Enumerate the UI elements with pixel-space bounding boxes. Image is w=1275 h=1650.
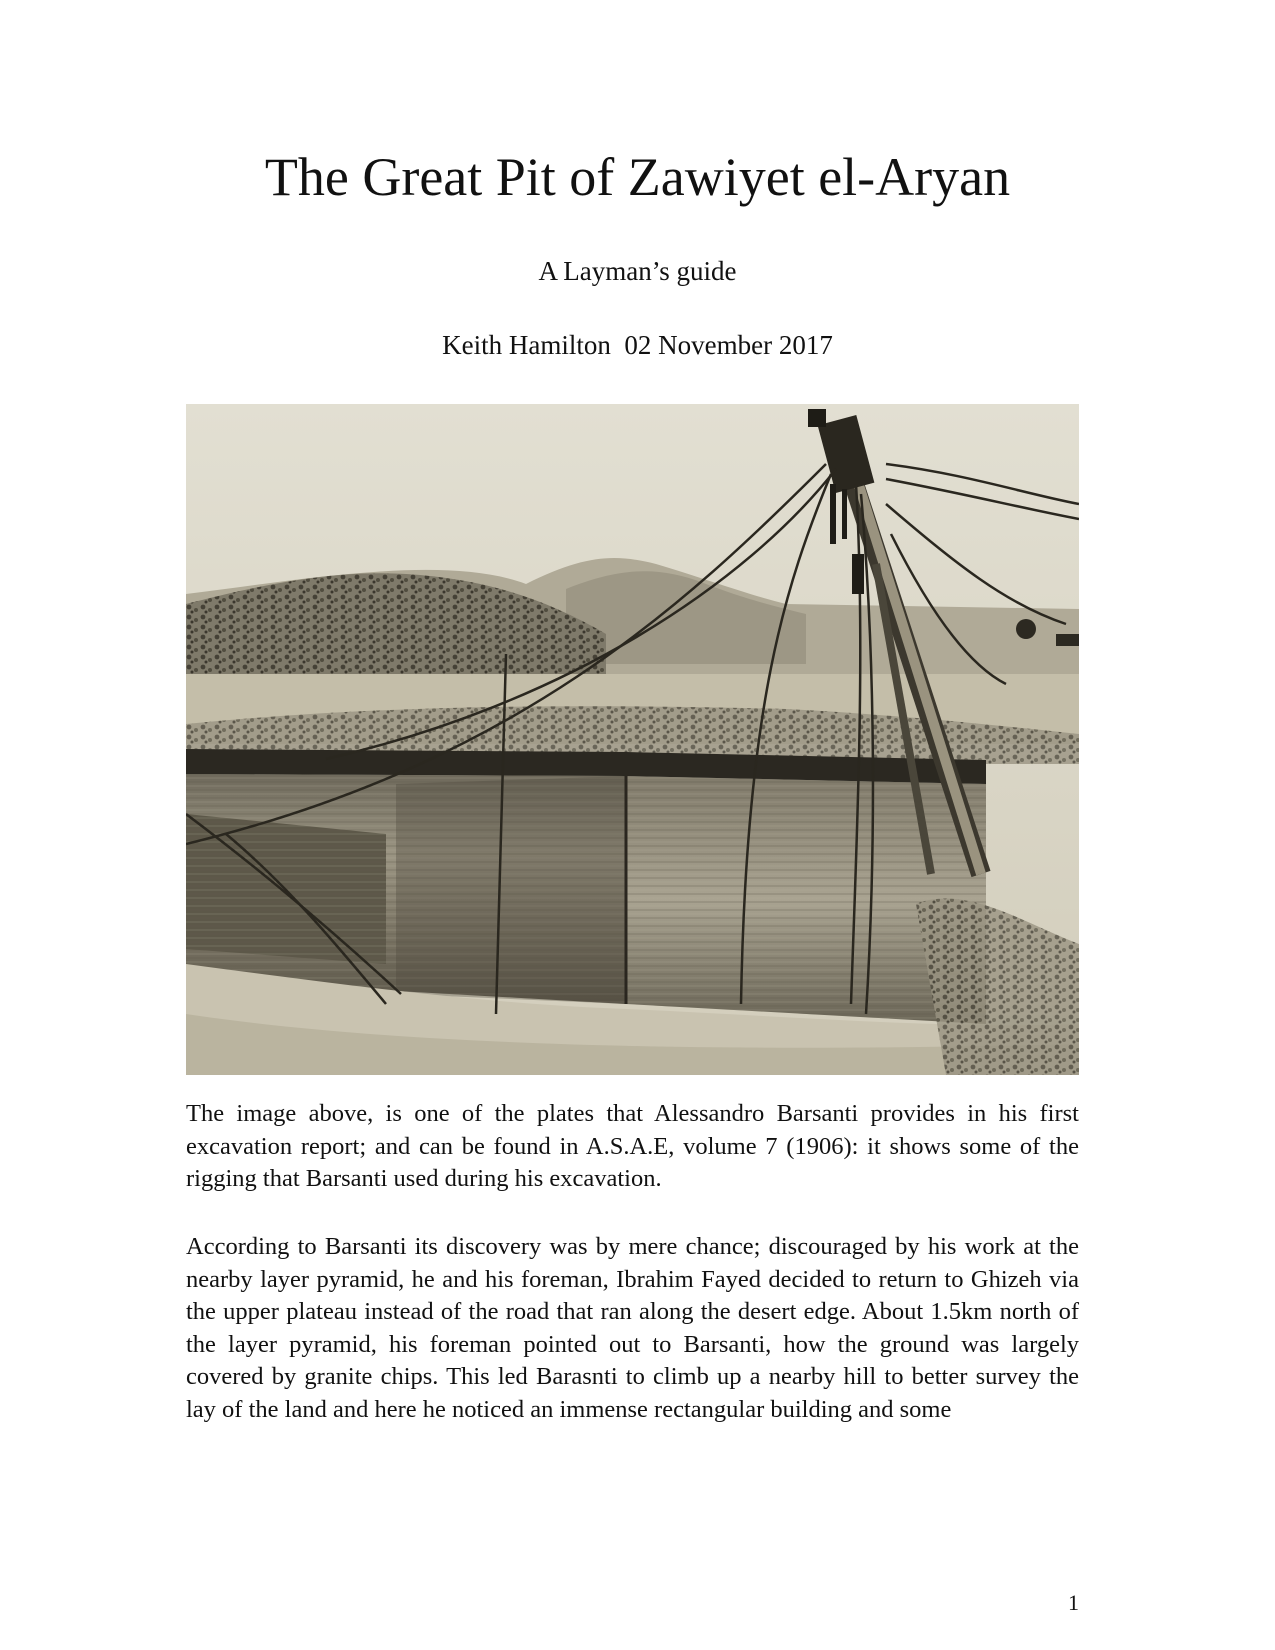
- body-paragraph: According to Barsanti its discovery was by mere chance; discouraged by his work at the nearby layer pyramid, he and his foreman, Ibrahim Fayed decided to return to Ghizeh via the upper plateau instead of the road that ran along the desert edge. About 1.5km north of the layer pyramid, his foreman pointed out to Barsanti, how the ground was largely covered by granite chips. This led Barasnti to climb up a nearby hill to better survey the lay of the land and here he noticed an immense rectangular building and some: [186, 1233, 1079, 1423]
- author-date-line: Keith Hamilton 02 November 2017: [442, 330, 833, 360]
- document-title: The Great Pit of Zawiyet el-Aryan: [264, 147, 1011, 207]
- body-paragraph: The image above, is one of the plates that Alessandro Barsanti provides in his first excavation report; and can be found in A.S.A.E, volume 7 (1906): it shows some of the rigging that Barsanti used during his excavation.: [186, 1100, 1079, 1192]
- excavation-photograph: [186, 404, 1079, 1075]
- page-number: 1: [1068, 1590, 1079, 1615]
- document-subtitle: A Layman’s guide: [538, 256, 737, 286]
- excavation-photograph-drawing: [186, 404, 1079, 1075]
